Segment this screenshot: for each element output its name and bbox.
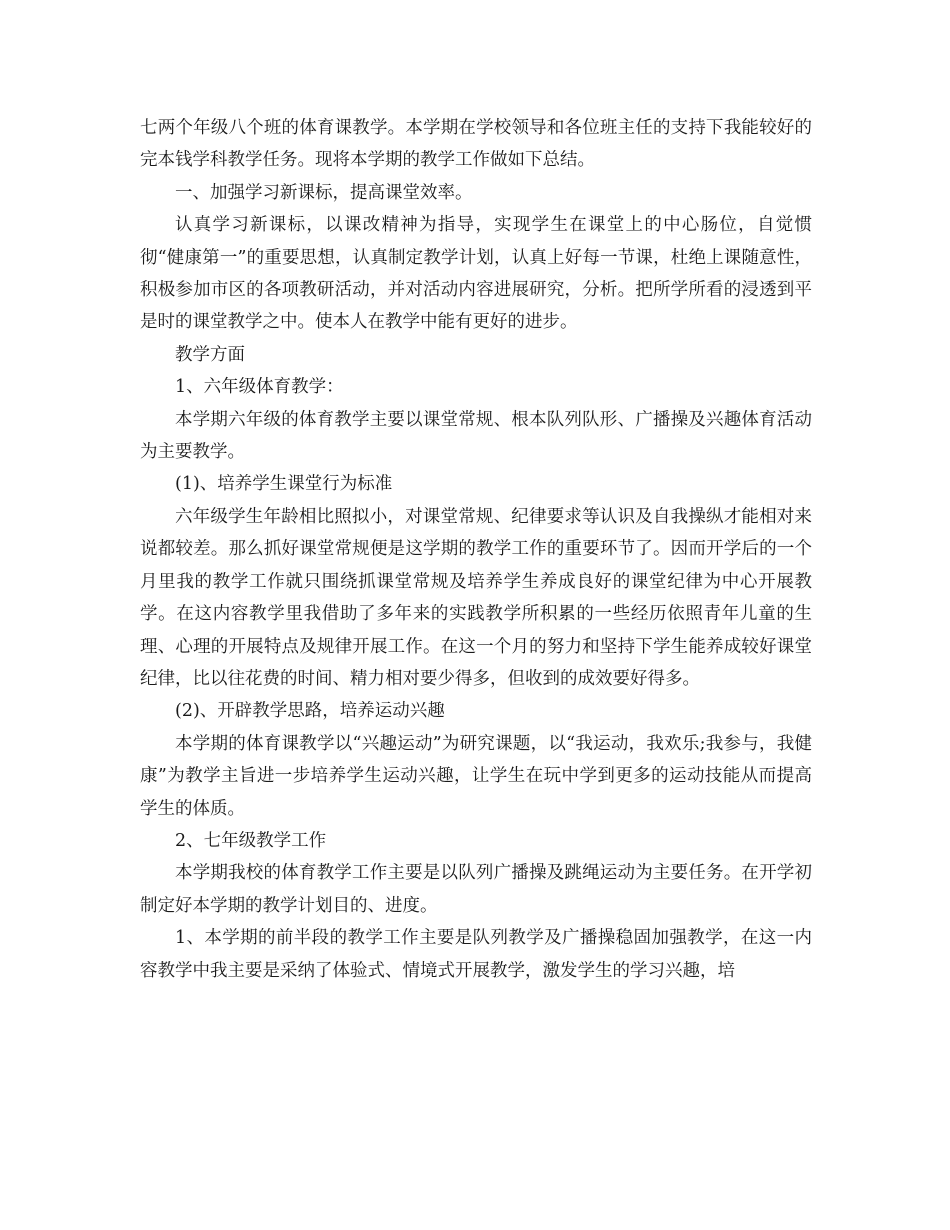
body-paragraph: 六年级学生年龄相比照拟小，对课堂常规、纪律要求等认识及自我操纵才能相对来说都较差。那么抓好课堂常规便是这学期的教学工作的重要环节了。因而开学后的一个月里我的教学工作就只围绕抓课堂常规及培养学生养成良好的课堂纪律为中心开展教学。在这内容教学里我借助了多年来的实践教学所积累的一些经历依照青年儿童的生理、心理的开展特点及规律开展工作。在这一个月的努力和坚持下学生能养成较好课堂纪律，比以往花费的时间、精力相对要少得多，但收到的成效要好得多。 xyxy=(140,506,812,689)
subsection-heading: 2、七年级教学工作 xyxy=(175,830,327,851)
section-heading: 一、加强学习新课标，提高课堂效率。 xyxy=(175,182,473,203)
body-paragraph: 本学期六年级的体育教学主要以课堂常规、根本队列队形、广播操及兴趣体育活动为主要教学。 xyxy=(140,409,812,463)
document-page xyxy=(140,112,812,987)
subsection-heading: 1、六年级体育教学： xyxy=(175,377,344,398)
section-heading: 教学方面 xyxy=(175,344,245,365)
body-paragraph: 七两个年级八个班的体育课教学。本学期在学校领导和各位班主任的支持下我能较好的完本钱学科教学任务。现将本学期的教学工作做如下总结。 xyxy=(140,118,812,171)
subsection-heading: (1)、培养学生课堂行为标准 xyxy=(175,474,393,495)
body-paragraph: 认真学习新课标，以课改精神为指导，实现学生在课堂上的中心肠位，自觉惯彻“健康第一”的重要思想，认真制定教学计划，认真上好每一节课，杜绝上课随意性，积极参加市区的各项教研活动，并对活动内容进展研究，分析。把所学所看的浸透到平是时的课堂教学之中。使本人在教学中能有更好的进步。 xyxy=(140,215,812,333)
body-paragraph: 1、本学期的前半段的教学工作主要是队列教学及广播操稳固加强教学，在这一内容教学中我主要是采纳了体验式、情境式开展教学，激发学生的学习兴趣，培 xyxy=(140,928,812,981)
body-paragraph: 本学期我校的体育教学工作主要是以队列广播操及跳绳运动为主要任务。在开学初制定好本学期的教学计划目的、进度。 xyxy=(140,863,812,916)
subsection-heading: (2)、开辟教学思路，培养运动兴趣 xyxy=(175,701,445,722)
body-paragraph: 本学期的体育课教学以“兴趣运动”为研究课题，以“我运动，我欢乐;我参与，我健康”为教学主旨进一步培养学生运动兴趣，让学生在玩中学到更多的运动技能从而提高学生的体质。 xyxy=(140,733,812,819)
